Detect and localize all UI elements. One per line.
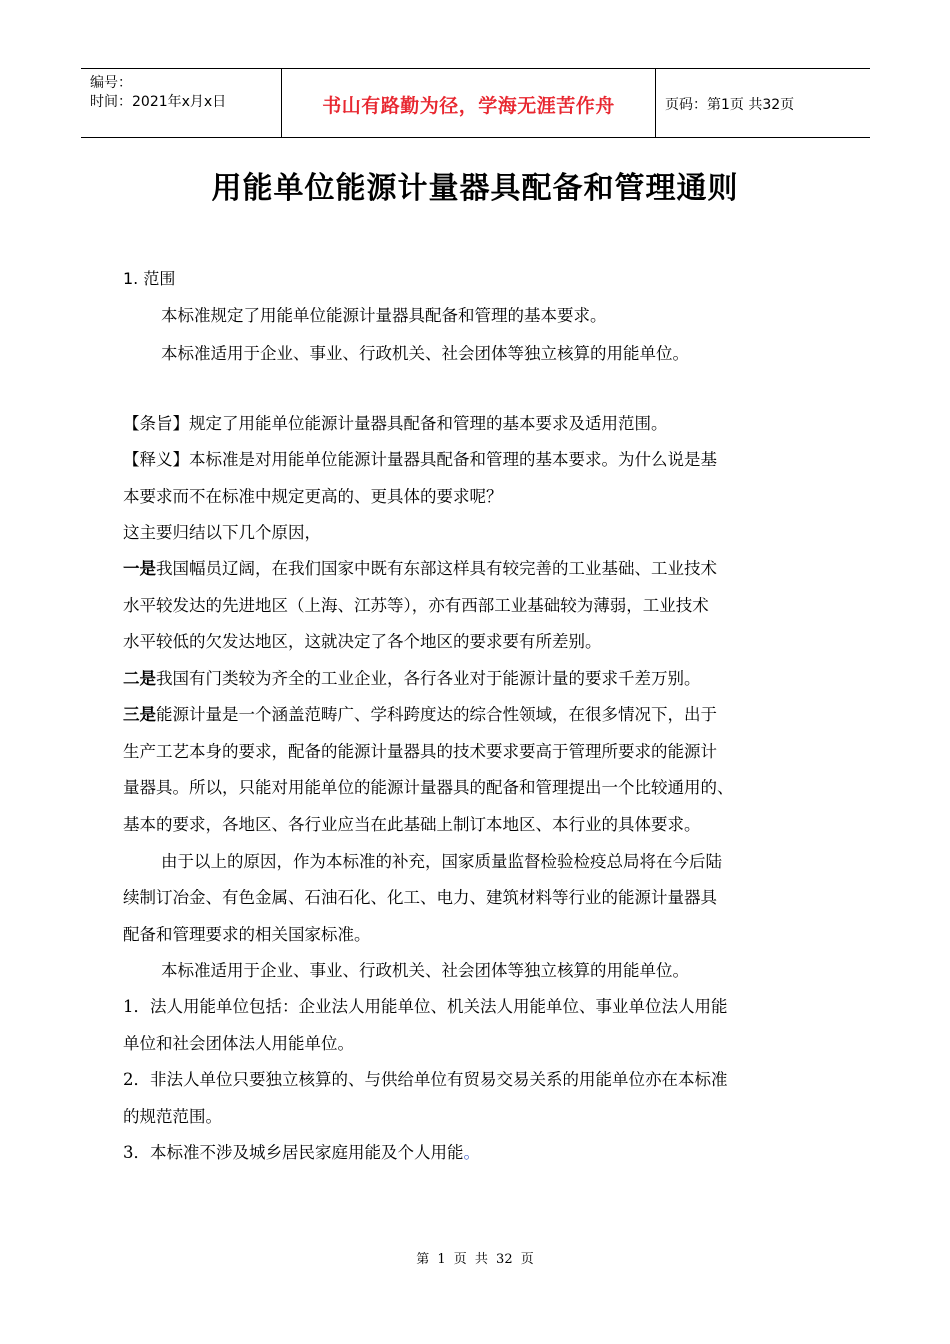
line-text: 我国幅员辽阔，在我们国家中既有东部这样具有较完善的工业基础、工业技术 <box>156 559 717 578</box>
point-label-one: 一是 <box>123 559 156 578</box>
motto-text: 书山有路勤为径，学海无涯苦作舟 <box>322 95 615 117</box>
paragraph-line: 由于以上的原因，作为本标准的补充，国家质量监督检验检疫总局将在今后陆 <box>161 852 722 871</box>
line-text: 能源计量是一个涵盖范畴广、学科跨度达的综合性领域，在很多情况下，出于 <box>156 705 717 724</box>
paragraph-line: 本要求而不在标准中规定更高的、更具体的要求呢？ <box>123 487 503 506</box>
list-item: 1．法人用能单位包括：企业法人用能单位、机关法人用能单位、事业单位法人用能 <box>123 997 728 1016</box>
section-heading: 1. 范围 <box>123 269 176 288</box>
point-label-two: 二是 <box>123 669 156 688</box>
paragraph-line: 本标准适用于企业、事业、行政机关、社会团体等独立核算的用能单位。 <box>161 344 689 363</box>
paragraph-line: 本标准规定了用能单位能源计量器具配备和管理的基本要求。 <box>161 306 607 325</box>
paragraph-line: 配备和管理要求的相关国家标准。 <box>123 925 371 944</box>
paragraph-line <box>123 555 717 579</box>
list-item-continuation: 单位和社会团体法人用能单位。 <box>123 1034 354 1053</box>
line-text: 3．本标准不涉及城乡居民家庭用能及个人用能 <box>123 1143 464 1162</box>
paragraph-line: 这主要归结以下几个原因， <box>123 523 321 542</box>
paragraph-line <box>123 701 717 725</box>
paragraph-line: 量器具。所以，只能对用能单位的能源计量器具的配备和管理提出一个比较通用的、 <box>123 778 734 797</box>
document-title: 用能单位能源计量器具配备和管理通则 <box>211 171 739 206</box>
paragraph-line: 水平较低的欠发达地区，这就决定了各个地区的要求要有所差别。 <box>123 632 602 651</box>
paragraph-line: 【条旨】规定了用能单位能源计量器具配备和管理的基本要求及适用范围。 <box>123 414 668 433</box>
page-footer: 第 1 页 共 32 页 <box>416 1252 534 1267</box>
line-text: 我国有门类较为齐全的工业企业，各行各业对于能源计量的要求千差万别。 <box>156 669 701 688</box>
header-meta <box>90 74 280 112</box>
paragraph-line: 基本的要求，各地区、各行业应当在此基础上制订本地区、本行业的具体要求。 <box>123 815 701 834</box>
point-label-three: 三是 <box>123 705 156 724</box>
paragraph-line: 水平较发达的先进地区（上海、江苏等），亦有西部工业基础较为薄弱，工业技术 <box>123 596 709 615</box>
header-motto-cell <box>281 69 656 137</box>
paragraph-line: 【释义】本标准是对用能单位能源计量器具配备和管理的基本要求。为什么说是基 <box>123 450 717 469</box>
paragraph-line: 续制订冶金、有色金属、石油石化、化工、电力、建筑材料等行业的能源计量器具 <box>123 888 717 907</box>
end-mark: 。 <box>463 1143 480 1162</box>
page-info: 页码：第1页 共32页 <box>665 97 795 113</box>
paragraph-line <box>123 665 701 689</box>
number-label: 编号： <box>90 75 132 91</box>
page-header <box>81 68 870 138</box>
list-item <box>123 1139 480 1163</box>
paragraph-line: 生产工艺本身的要求，配备的能源计量器具的技术要求要高于管理所要求的能源计 <box>123 742 717 761</box>
list-item-continuation: 的规范范围。 <box>123 1107 222 1126</box>
time-label: 时间：2021年x月x日 <box>90 94 227 110</box>
list-item: 2．非法人单位只要独立核算的、与供给单位有贸易交易关系的用能单位亦在本标准 <box>123 1070 728 1089</box>
paragraph-line: 本标准适用于企业、事业、行政机关、社会团体等独立核算的用能单位。 <box>161 961 689 980</box>
